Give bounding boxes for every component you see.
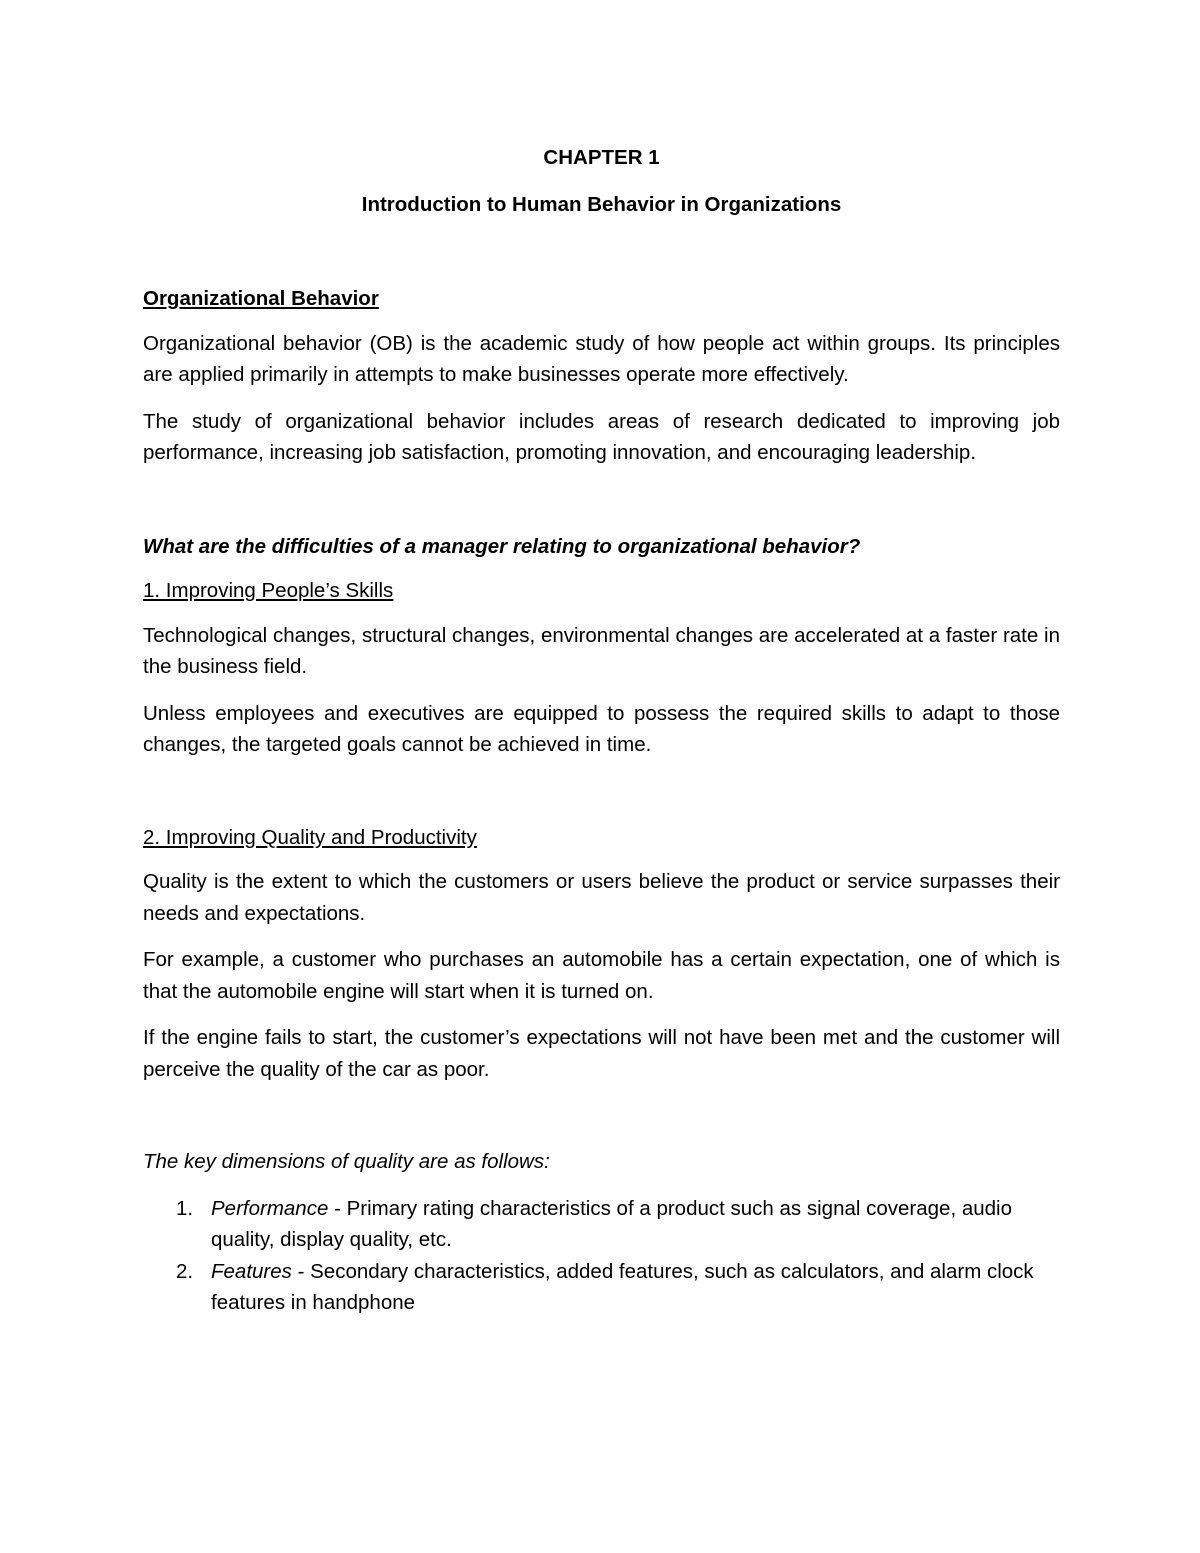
chapter-label: CHAPTER 1 [543,146,660,169]
list-text: - Primary rating characteristics of a product such as signal coverage, audio quality, display quality, etc. [211,1196,1013,1251]
chapter-title: Introduction to Human Behavior in Organizations [361,192,842,216]
difficulty-2-paragraph-1: Quality is the extent to which the customers or users believe the product or service surpasses their needs and expectations. [143,870,1060,925]
dimensions-intro: The key dimensions of quality are as follows: [143,1150,550,1173]
question-heading: What are the difficulties of a manager relating to organizational behavior? [143,534,861,558]
list-item [143,1256,1060,1319]
difficulty-2-paragraph-2: For example, a customer who purchases an automobile has a certain expectation, one of which is that the automobile engine will start when it is turned on. [143,948,1060,1003]
difficulty-1-paragraph-2: Unless employees and executives are equipped to possess the required skills to adapt to those changes, the targeted goals cannot be achieved in time. [143,701,1060,756]
list-number: 2. [176,1259,194,1283]
section-heading-organizational-behavior: Organizational Behavior [143,287,379,310]
list-term: Features [211,1259,292,1283]
difficulty-1-paragraph-1: Technological changes, structural changes, environmental changes are accelerated at a faster rate in the business field. [143,623,1060,678]
spacer [143,484,1060,531]
list-text: - Secondary characteristics, added features, such as calculators, and alarm clock features in handphone [211,1259,1034,1314]
difficulty-heading-1: 1. Improving People’s Skills [143,579,394,602]
dimensions-list [143,1193,1060,1319]
document-content [143,142,1060,1319]
ob-paragraph-2: The study of organizational behavior includes areas of research dedicated to improving job performance, increasing job satisfaction, promoting innovation, and encouraging leadership. [143,409,1060,464]
spacer [143,1100,1060,1146]
list-term: Performance [211,1196,329,1220]
spacer [143,776,1060,822]
difficulty-2-paragraph-3: If the engine fails to start, the customer’s expectations will not have been met and the customer will perceive the quality of the car as poor. [143,1026,1060,1081]
list-item [143,1193,1060,1256]
difficulty-heading-2: 2. Improving Quality and Productivity [143,825,477,849]
list-number: 1. [176,1196,194,1220]
ob-paragraph-1: Organizational behavior (OB) is the academic study of how people act within groups. Its principles are applied primarily in attempts to make businesses operate more effectively. [143,331,1060,386]
